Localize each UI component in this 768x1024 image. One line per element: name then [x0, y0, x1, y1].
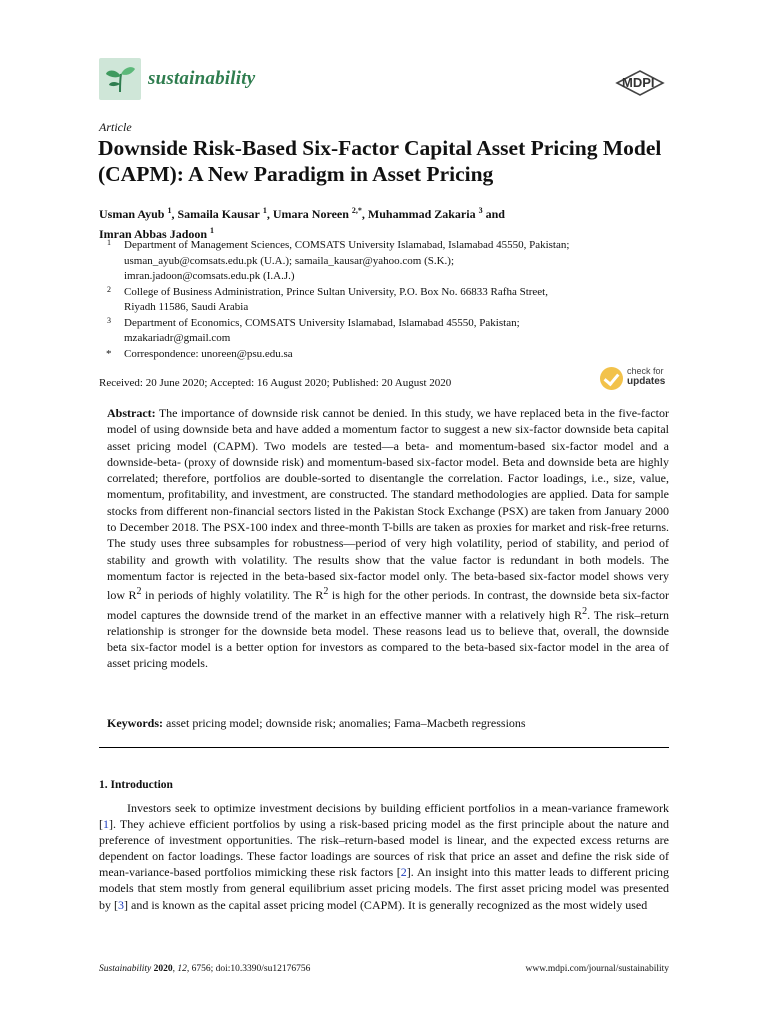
author-name: Samaila Kausar [177, 207, 260, 221]
citation-link[interactable]: 2 [400, 865, 407, 880]
body-text: ] and is known as the capital asset pricing model (CAPM). It is generally recognized as the most widely used [124, 897, 648, 912]
footer-year: 2020 [153, 964, 173, 974]
body-text: ]. They achieve efficient portfolios by using a risk-based pricing model as the first principle about the nature and preference of investment opportunities. The risk–return-based model is linear, and the expected excess returns are dependent on factor loadings. These factor loadings are sources of risk that price an asset and define the risk side of mean-variance-based portfolios mimicking these risk factors [ [99, 817, 669, 880]
body-text: Investors seek to optimize investment decisions by building efficient portfolios in a mean-variance framework [ [99, 801, 669, 832]
abstract-text: is high for the other periods. In contrast, the downside beta six-factor model captures the downside trend of the market in an effective manner with a relatively high R [107, 588, 669, 622]
abstract-label: Abstract: [107, 406, 156, 420]
affiliation-line: College of Business Administration, Prince Sultan University, P.O. Box No. 66833 Rafha Street, [124, 285, 548, 298]
abstract-text: . The risk–return relationship is stronger for the downside beta model. These reasons lead us to believe that, overall, the downside beta six-factor model is a better option for investors as compared to the beta-based six-factor model in the area of asset pricing models. [107, 607, 669, 671]
affiliation-mark: 2 [107, 284, 111, 294]
affiliation-item [99, 238, 669, 285]
author-name: Muhammad Zakaria [367, 207, 476, 221]
affiliation-line[interactable]: usman_ayub@comsats.edu.pk (U.A.); samaila_kausar@yahoo.com (S.K.); [124, 254, 455, 267]
author-list: Usman Ayub $^1$, Samaila Kausar $^1$, Umara Noreen $^{2,*}$, Muhammad Zakaria $^3$ and Imran Abbas Jadoon $^1$ [99, 206, 505, 241]
keywords [107, 716, 669, 731]
updates-label: updates [627, 376, 666, 387]
affiliation-mark: 1 [107, 238, 111, 247]
footer-url[interactable]: www.mdpi.com/journal/sustainability [525, 964, 669, 974]
affiliation-line[interactable]: imran.jadoon@comsats.edu.pk (I.A.J.) [124, 270, 295, 282]
correspondence-line[interactable]: Correspondence: unoreen@psu.edu.sa [124, 347, 293, 360]
section-heading: 1. Introduction [99, 779, 173, 791]
author-mark: 2,* [351, 206, 362, 215]
affiliation-mark: 3 [107, 315, 111, 325]
affiliation-line: Riyadh 11586, Saudi Arabia [124, 301, 249, 313]
keywords-label: Keywords: [107, 716, 163, 730]
citation-link[interactable]: 1 [103, 817, 109, 832]
divider [99, 747, 669, 748]
article-type: Article [99, 120, 132, 134]
affiliation-item [99, 316, 669, 347]
keywords-text: asset pricing model; downside risk; anomalies; Fama–Macbeth regressions [163, 716, 526, 730]
affiliation-line[interactable]: mzakariadr@gmail.com [124, 332, 231, 344]
check-label: check for [627, 366, 664, 376]
journal-name: sustainability [148, 68, 256, 89]
author-mark: 1 [210, 225, 215, 235]
abstract [107, 405, 669, 672]
footer-volume: 12 [177, 964, 187, 974]
publisher-name: MDPI [622, 75, 655, 90]
author-name: Imran Abbas Jadoon [99, 226, 208, 241]
affiliation-item [99, 285, 669, 316]
author-mark: 3 [478, 206, 483, 215]
publication-dates: Received: 20 June 2020; Accepted: 16 August 2020; Published: 20 August 2020 [99, 377, 452, 389]
affiliation-line: Department of Management Sciences, COMSATS University Islamabad, Islamabad 45550, Pakistan; [124, 239, 570, 251]
superscript: 2 [582, 605, 588, 617]
author-name: Umara Noreen [272, 207, 349, 221]
footer-doi: , 6756; doi:10.3390/su12176756 [186, 964, 311, 974]
footer-journal: Sustainability [99, 964, 152, 974]
author-name: Usman Ayub [99, 207, 165, 221]
author-mark: 1 [167, 206, 172, 215]
check-for-updates-badge[interactable] [600, 366, 670, 392]
abstract-text: in periods of highly volatility. The R [141, 588, 324, 603]
correspondence-item [99, 347, 669, 363]
intro-paragraph [99, 800, 669, 913]
body-text: ]. An insight into this matter leads to different pricing models that stem mostly from general equilibrium asset pricing models. The first asset pricing model was presented by [ [99, 865, 669, 912]
affiliation-line: Department of Economics, COMSATS University Islamabad, Islamabad 45550, Pakistan; [124, 316, 520, 329]
leaf-icon [99, 58, 141, 100]
citation-link[interactable]: 3 [118, 897, 124, 912]
footer-citation: Sustainability 2020, 12, 6756; doi:10.3390/su12176756 [99, 964, 311, 974]
publisher-logo [612, 68, 668, 98]
superscript: 2 [136, 586, 142, 598]
and-word: and [485, 207, 505, 221]
checkmark-icon [600, 367, 623, 390]
journal-logo [99, 58, 141, 100]
paper-title: Downside Risk-Based Six-Factor Capital Asset Pricing Model (CAPM): A New Paradigm in Asset Pricing [98, 136, 662, 186]
superscript: 2 [323, 586, 329, 598]
affiliation-list [99, 238, 669, 362]
abstract-text: The importance of downside risk cannot be denied. In this study, we have replaced beta in the five-factor model of using downside beta and have added a momentum factor to suggest a new six-factor downside beta capital asset pricing model (CAPM). Two models are tested—a beta- and momentum-based six-factor model and a downside-beta- (proxy of downside risk) and momentum-based six-factor model. Beta and downside beta are highly correlated; therefore, portfolios are double-sorted to disentangle the correlation. Factor loadings, i.e., size, value, momentum, profitability, and investment, are constructed. The standard methodologies are applied. Data for sample stocks from different non-financial sectors listed in the Pakistan Stock Exchange (PSX) are taken from January 2000 to December 2018. The PSX-100 index and three-month T-bills are taken as proxies for market and risk-free returns. The study uses three subsamples for robustness—period of very high volatility, period of stability, and period of stability and growth with volatility. The results show that the value factor is redundant in both models. The momentum factor is rejected in the beta-based six-factor model only. The beta-based six-factor model shows very low R [107, 406, 669, 603]
author-mark: 1 [262, 206, 267, 215]
correspondence-mark: * [106, 347, 112, 360]
